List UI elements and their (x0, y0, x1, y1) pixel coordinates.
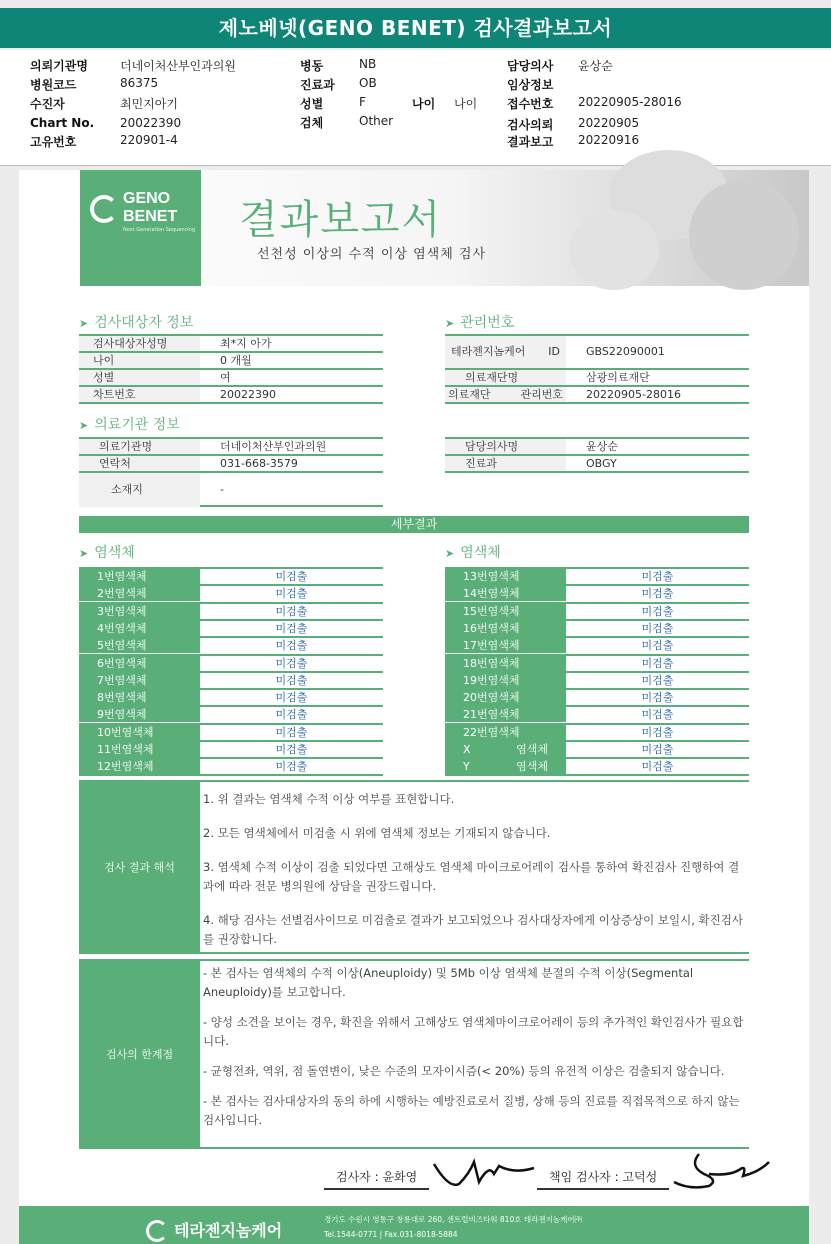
chromosome-row (445, 636, 749, 653)
header-value: NB (359, 57, 377, 71)
chromosome-result: 미검출 (200, 569, 383, 584)
chromosome-table-right (445, 567, 749, 775)
footer-phone: Tel.1544-0771 | Fax.031-8018-5884 (324, 1230, 458, 1239)
chromosome-label: 2번염색체 (79, 586, 200, 601)
table-row: 나이 0 개월 (79, 351, 383, 368)
genobenet-logo (80, 170, 201, 286)
chromosome-row (445, 688, 749, 705)
chromosome-result: 미검출 (200, 673, 383, 688)
chromosome-label: 21번염색체 (445, 707, 566, 722)
arrow-icon: ➤ (445, 547, 455, 560)
table-row: 의료기관명 더네이처산부인과의원 (79, 437, 383, 454)
chromosome-label: 18번염색체 (445, 656, 566, 671)
responsible-signature (669, 1146, 779, 1192)
chromosome-row (445, 602, 749, 619)
limitation-item: - 균형전좌, 역위, 점 돌연변이, 낮은 수준의 모자이시즘(< 20%) 등의 유전적 이상은 검출되지 않습니다. (203, 1064, 725, 1078)
chromosome-row (79, 688, 383, 705)
chromosome-result: 미검출 (566, 742, 749, 757)
header-key: 검사의뢰 (507, 118, 554, 132)
chromosome-row (445, 723, 749, 740)
header-key: 수진자 (30, 97, 65, 111)
chromosome-row (79, 602, 383, 619)
chromosome-result: 미검출 (200, 586, 383, 601)
chromosome-result: 미검출 (566, 621, 749, 636)
chromosome-result: 미검출 (200, 707, 383, 722)
header-value: 최민지아기 (120, 97, 178, 111)
responsible-examiner-label: 책임 검사자 : 고덕성 (537, 1168, 669, 1190)
chromosome-label: 22번염색체 (445, 725, 566, 740)
chromosome-row (79, 636, 383, 653)
chromosome-label: 5번염색체 (79, 638, 200, 653)
table-row: 검사대상자성명 최*지 아가 (79, 334, 383, 351)
signature-area (19, 1160, 809, 1196)
header-key: 병원코드 (30, 78, 77, 92)
hero-title: 결과보고서 (239, 197, 443, 243)
chromosome-label: 1번염색체 (79, 569, 200, 584)
table-row: 의료재단 관리번호 20220905-28016 (445, 385, 749, 404)
chromosome-row (445, 705, 749, 722)
chromosome-result: 미검출 (566, 690, 749, 705)
chromosome-row (79, 723, 383, 740)
limitations-box (79, 959, 749, 1149)
interpretation-box (79, 780, 749, 954)
header-key: 담당의사 (507, 59, 554, 73)
chromosome-result: 미검출 (200, 638, 383, 653)
header-value: 20220905 (578, 116, 640, 130)
interpretation-item: 1. 위 결과는 염색체 수적 이상 여부를 표현합니다. (203, 792, 455, 806)
header-value: 220901-4 (120, 133, 178, 147)
header-key: 결과보고 (507, 135, 554, 149)
table-row: 차트번호 20022390 (79, 385, 383, 404)
chromosome-table-left (79, 567, 383, 775)
interpretation-item: 3. 염색체 수적 이상이 검출 되었다면 고해상도 염색체 마이크로어레이 검사를 통하여 확진검사 진행하여 결과에 따라 전문 병의원에 상담을 권장드립니다. (203, 860, 740, 893)
header-key: 임상정보 (507, 78, 554, 92)
chromosome-result: 미검출 (566, 725, 749, 740)
header-value: Other (359, 114, 394, 128)
header-key: 검체 (300, 116, 324, 130)
chromosome-label: 4번염색체 (79, 621, 200, 636)
chromosome-label: 13번염색체 (445, 569, 566, 584)
section-title-subject: ➤ 검사대상자 정보 (79, 315, 194, 331)
table-row: 연락처 031-668-3579 (79, 454, 383, 471)
arrow-icon: ➤ (79, 419, 89, 432)
header-key: Chart No. (30, 116, 95, 130)
limitations-label: 검사의 한계점 (79, 961, 200, 1147)
section-title-mgmt: ➤ 관리번호 (445, 315, 515, 331)
chromosome-result: 미검출 (200, 742, 383, 757)
chromosome-result: 미검출 (566, 638, 749, 653)
footer-logo-icon (146, 1220, 168, 1242)
limitation-item: - 양성 소견을 보이는 경우, 확진을 위해서 고해상도 염색체마이크로어레이 등의 추가적인 확인검사가 필요합니다. (203, 1015, 744, 1048)
header-value-age: 나이 (454, 97, 478, 111)
examiner-signature (429, 1154, 539, 1194)
section-title-chromosome-right: ➤ 염색체 (445, 545, 501, 561)
table-row: 담당의사명 윤상순 (445, 437, 749, 454)
baby-feet-image (539, 170, 809, 286)
interpretation-item: 2. 모든 염색체에서 미검출 시 위에 염색체 정보는 기재되지 않습니다. (203, 826, 551, 840)
header-key: 의뢰기관명 (30, 59, 88, 73)
header-value: F (359, 95, 366, 109)
interpretation-text (203, 790, 749, 964)
header-key: 접수번호 (507, 97, 554, 111)
chromosome-row (79, 567, 383, 584)
chromosome-row (445, 654, 749, 671)
chromosome-result: 미검출 (566, 586, 749, 601)
chromosome-result: 미검출 (200, 656, 383, 671)
header-info (0, 50, 831, 166)
footer-logo: 테라젠지놈케어 (174, 1221, 283, 1240)
header-value: 86375 (120, 76, 159, 90)
interpretation-item: 4. 해당 검사는 선별검사이므로 미검출로 결과가 보고되었으나 검사대상자에게 이상증상이 보일시, 확진검사를 권장합니다. (203, 913, 743, 946)
header-key: 성별 (300, 97, 324, 111)
chromosome-row (445, 740, 749, 757)
chromosome-row (79, 757, 383, 776)
detail-results-bar: 세부결과 (79, 516, 749, 533)
table-row: 진료과 OBGY (445, 454, 749, 473)
chromosome-row (79, 584, 383, 601)
chromosome-label: X 염색체 (445, 742, 566, 757)
header-value: 20220916 (578, 133, 640, 147)
interpretation-label: 검사 결과 해석 (79, 782, 200, 952)
chromosome-result: 미검출 (566, 759, 749, 774)
table-row: 성별 여 (79, 368, 383, 385)
chromosome-row (79, 654, 383, 671)
header-value: 더네이처산부인과의원 (120, 59, 236, 73)
report-paper (19, 170, 809, 1244)
header-key-age: 나이 (412, 97, 436, 111)
chromosome-label: 10번염색체 (79, 725, 200, 740)
logo-g-icon (90, 195, 118, 223)
chromosome-label: 9번염색체 (79, 707, 200, 722)
chromosome-label: 17번염색체 (445, 638, 566, 653)
chromosome-label: 20번염색체 (445, 690, 566, 705)
chromosome-row (79, 671, 383, 688)
chromosome-row (445, 671, 749, 688)
header-value: OB (359, 76, 377, 90)
table-row: 테라젠지놈케어 ID GBS22090001 (445, 334, 749, 368)
logo-sub: Next Generation Sequencing (123, 227, 196, 233)
chromosome-row (445, 584, 749, 601)
header-value: 윤상순 (578, 59, 613, 73)
chromosome-result: 미검출 (566, 569, 749, 584)
chromosome-row (445, 567, 749, 584)
arrow-icon: ➤ (445, 317, 455, 330)
table-row: 소재지 - (79, 471, 383, 507)
hero-subtitle: 선천성 이상의 수적 이상 염색체 검사 (257, 247, 487, 262)
chromosome-result: 미검출 (566, 707, 749, 722)
chromosome-row (79, 740, 383, 757)
chromosome-result: 미검출 (200, 690, 383, 705)
section-title-chromosome-left: ➤ 염색체 (79, 545, 135, 561)
chromosome-row (79, 705, 383, 722)
header-value: 20022390 (120, 116, 182, 130)
chromosome-label: 8번염색체 (79, 690, 200, 705)
chromosome-label: 7번염색체 (79, 673, 200, 688)
arrow-icon: ➤ (79, 547, 89, 560)
footer-address: 경기도 수원시 영통구 창룡대로 260, 센트럴비즈타워 810호 테라젠지놈케어㈜ (324, 1215, 583, 1224)
chromosome-row (79, 619, 383, 636)
examiner-label: 검사자 : 윤화영 (324, 1168, 429, 1190)
chromosome-result: 미검출 (200, 759, 383, 774)
header-value: 20220905-28016 (578, 95, 682, 109)
hero-banner (19, 170, 809, 286)
logo-line1: GENO (123, 190, 171, 207)
footer-bar (19, 1206, 809, 1244)
table-row: 의료재단명 삼광의료재단 (445, 368, 749, 385)
chromosome-label: 16번염색체 (445, 621, 566, 636)
header-key: 진료과 (300, 78, 335, 92)
section-title-institution: ➤ 의료기관 정보 (79, 417, 180, 433)
header-key: 병동 (300, 59, 324, 73)
chromosome-row (445, 619, 749, 636)
chromosome-result: 미검출 (200, 621, 383, 636)
chromosome-label: 6번염색체 (79, 656, 200, 671)
chromosome-row (445, 757, 749, 776)
arrow-icon: ➤ (79, 317, 89, 330)
chromosome-label: 15번염색체 (445, 604, 566, 619)
chromosome-result: 미검출 (566, 604, 749, 619)
chromosome-result: 미검출 (200, 604, 383, 619)
limitation-item: - 본 검사는 검사대상자의 동의 하에 시행하는 예방진료로서 질병, 상해 등의 진료를 직접목적으로 하지 않는 검사입니다. (203, 1094, 740, 1127)
chromosome-label: 3번염색체 (79, 604, 200, 619)
chromosome-label: Y 염색체 (445, 759, 566, 774)
limitation-item: - 본 검사는 염색체의 수적 이상(Aneuploidy) 및 5Mb 이상 염색체 분절의 수적 이상(Segmental Aneuploidy)를 보고합니다. (203, 966, 694, 999)
chromosome-label: 19번염색체 (445, 673, 566, 688)
chromosome-label: 14번염색체 (445, 586, 566, 601)
report-title: 제노베넷(GENO BENET) 검사결과보고서 (0, 8, 831, 48)
chromosome-label: 11번염색체 (79, 742, 200, 757)
header-key: 고유번호 (30, 135, 77, 149)
chromosome-label: 12번염색체 (79, 759, 200, 774)
chromosome-result: 미검출 (566, 656, 749, 671)
limitations-text (203, 964, 749, 1141)
chromosome-result: 미검출 (566, 673, 749, 688)
chromosome-result: 미검출 (200, 725, 383, 740)
logo-line2: BENET (123, 208, 178, 225)
